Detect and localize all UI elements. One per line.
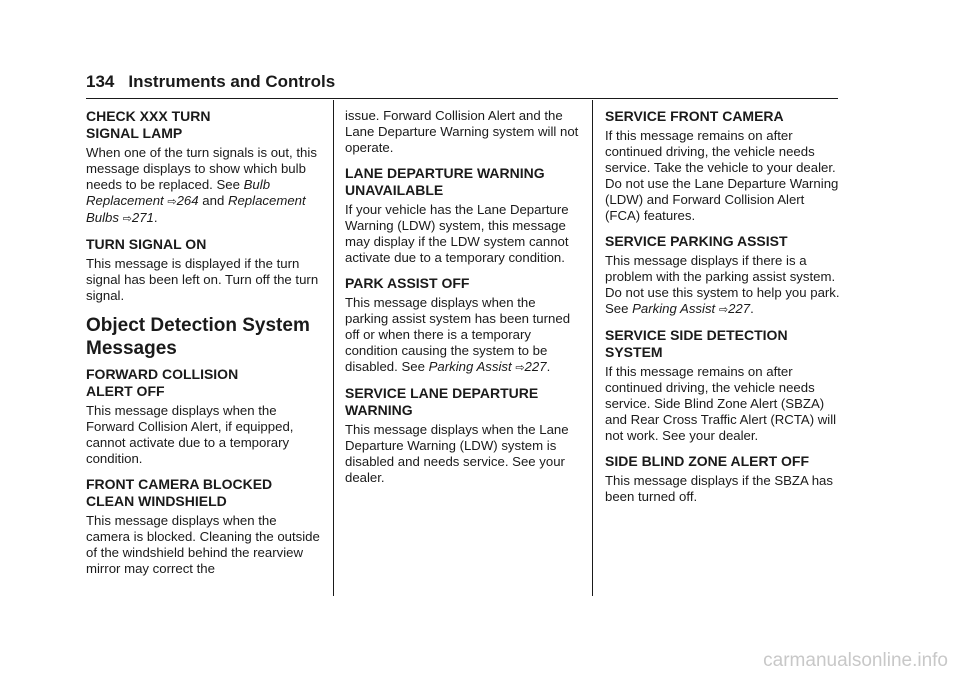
section-body: This message displays if the SBZA has been turned off. [605, 473, 833, 504]
xref-page[interactable]: 227 [524, 359, 547, 374]
section-body: If this message remains on after continued driving, the vehicle needs service. Take the vehicle to your dealer. Do not use the Lane Departure Warning (LDW) and Forward Collision Alert (FCA) features. [605, 128, 839, 223]
section-body: This message displays when the Forward Collision Alert, if equipped, cannot activate due to a temporary condition. [86, 403, 294, 466]
xref-page[interactable]: 227 [728, 301, 751, 316]
body-text: When one of the turn signals is out, this message displays to show which bulb needs to be replaced. See [86, 145, 317, 192]
xref-page[interactable]: 271 [131, 210, 154, 225]
section-body: This message is displayed if the turn signal has been left on. Turn off the turn signal. [86, 256, 319, 303]
section-body [605, 253, 841, 318]
section-heading: FRONT CAMERA BLOCKED CLEAN WINDSHIELD [86, 476, 273, 509]
section-heading: SERVICE FRONT CAMERA [605, 108, 784, 124]
column-2 [345, 108, 581, 495]
section-body: If this message remains on after continued driving, the vehicle needs service. Side Blind Zone Alert (SBZA) and Rear Cross Traffic Alert (RCTA) will not work. See your dealer. [605, 364, 837, 443]
body-text: . [546, 359, 551, 374]
xref-page[interactable]: 264 [176, 193, 199, 208]
body-text: . [153, 210, 158, 225]
section-body: If your vehicle has the Lane Departure Warning (LDW) system, this message may display if the LDW system cannot activate due to a temporary condition. [345, 202, 569, 265]
page-ref-arrow-icon: ⇨ [167, 196, 177, 208]
section-heading: SERVICE SIDE DETECTION SYSTEM [605, 327, 788, 360]
section-heading: LANE DEPARTURE WARNING UNAVAILABLE [345, 165, 545, 198]
section-heading: PARK ASSIST OFF [345, 275, 470, 291]
section-body [345, 295, 581, 376]
watermark: carmanualsonline.info [763, 650, 948, 671]
column-divider [592, 100, 593, 596]
section-heading: SIDE BLIND ZONE ALERT OFF [605, 453, 810, 469]
page-ref-arrow-icon: ⇨ [122, 213, 132, 225]
section-heading: SERVICE PARKING ASSIST [605, 233, 788, 249]
section-body: This message displays when the camera is blocked. Cleaning the outside of the windshield behind the rearview mirror may correct the [86, 513, 320, 576]
xref-link[interactable]: Parking Assist [632, 301, 716, 316]
section-heading: CHECK XXX TURN SIGNAL LAMP [86, 108, 211, 141]
body-text: . [750, 301, 754, 316]
body-text: and [198, 193, 228, 208]
section-heading: FORWARD COLLISION ALERT OFF [86, 366, 239, 399]
column-divider [333, 100, 334, 596]
column-3 [605, 108, 841, 514]
xref-link[interactable]: Replacement Bulbs [86, 193, 306, 225]
xref-link[interactable]: Bulb Replacement [86, 177, 271, 208]
section-title: Instruments and Controls [128, 72, 336, 91]
section-body: This message displays when the Lane Departure Warning (LDW) system is disabled and needs service. See your dealer. [345, 422, 569, 485]
section-body [86, 145, 322, 227]
section-heading: SERVICE LANE DEPARTURE WARNING [345, 385, 539, 418]
section-body: issue. Forward Collision Alert and the Lane Departure Warning system will not operate. [345, 108, 579, 155]
xref-link[interactable]: Parking Assist [428, 359, 512, 374]
page-ref-arrow-icon: ⇨ [718, 304, 729, 316]
page-header [86, 70, 838, 99]
page-ref-arrow-icon: ⇨ [515, 362, 525, 374]
column-1 [86, 108, 322, 586]
major-heading: Object Detection System Messages [86, 315, 310, 359]
body-text: This message displays if there is a problem with the parking assist system. Do not use this system to help you park. See [605, 253, 840, 316]
page-number: 134 [86, 72, 115, 91]
section-heading: TURN SIGNAL ON [86, 236, 207, 252]
body-text: This message displays when the parking assist system has been turned off or when there is a temporary condition causing the system to be disabled. See [345, 295, 571, 374]
